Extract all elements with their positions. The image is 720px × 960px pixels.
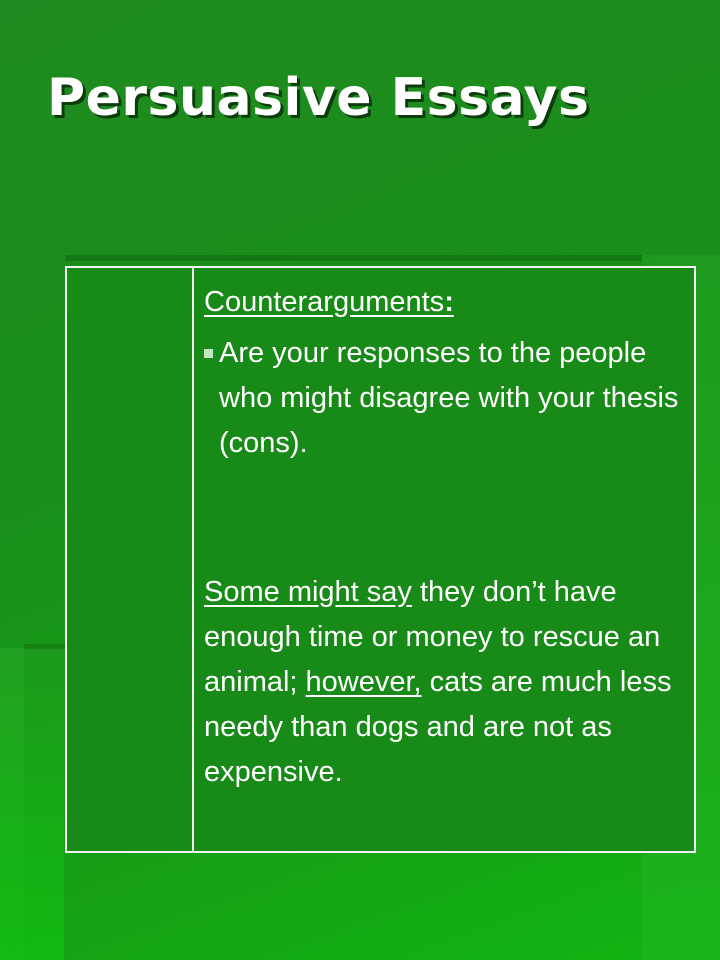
table-left-cell [67,268,194,851]
heading-colon: : [444,286,454,318]
decorative-column [24,648,64,960]
square-bullet-icon [204,349,213,358]
bullet-item [204,331,680,466]
decorative-strip [0,648,24,960]
example-however: however, [305,666,422,698]
decorative-top-bar [66,255,642,261]
bullet-text: Are your responses to the people who might disagree with your thesis (cons). [219,337,679,459]
table-right-cell [194,268,694,851]
example-part1: they don’t have enough time or money to rescue an animal; [204,576,661,698]
example-paragraph [204,570,680,795]
heading-text: Counterarguments [204,286,445,318]
counterarguments-heading [204,280,680,325]
example-lead: Some might say [204,576,412,608]
example-part2: cats are much less needy than dogs and are not as expensive. [204,666,672,788]
slide-title: Persuasive Essays [47,68,590,128]
content-table [65,266,696,853]
